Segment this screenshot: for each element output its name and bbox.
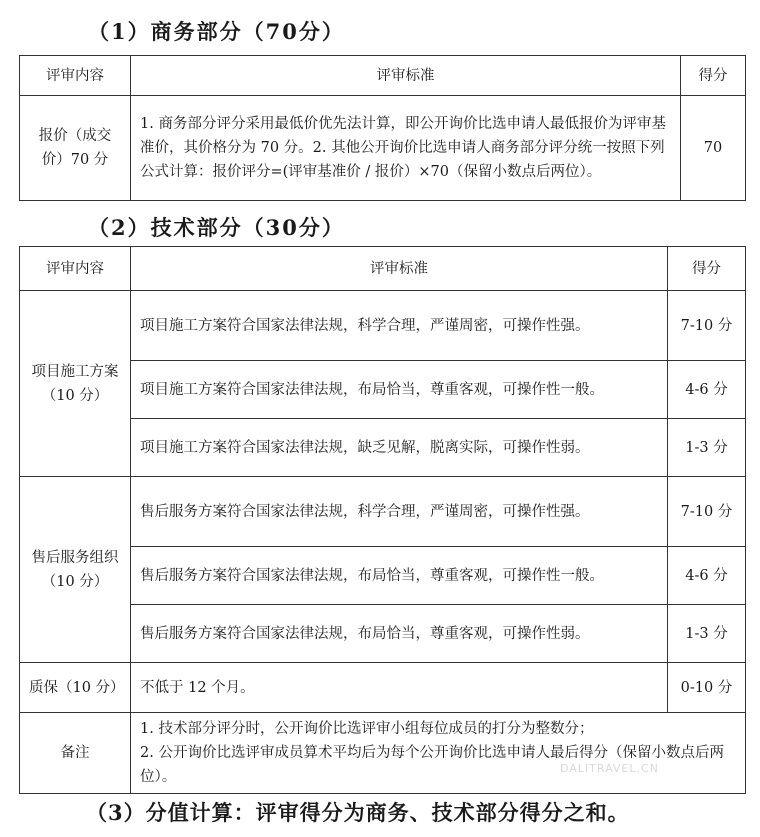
- score-price: 70: [681, 96, 746, 201]
- notes-content: [131, 713, 746, 794]
- header-score: 得分: [681, 56, 746, 96]
- score-construction-1: 7-10 分: [668, 291, 746, 361]
- section3-title: （3）分值计算：评审得分为商务、技术部分得分之和。: [86, 800, 630, 825]
- criteria-after-sales-1: 售后服务方案符合国家法律法规，科学合理，严谨周密，可操作性强。: [131, 477, 668, 547]
- score-warranty: 0-10 分: [668, 663, 746, 713]
- business-table: [19, 55, 746, 201]
- score-construction-3: 1-3 分: [668, 419, 746, 477]
- header-item: 评审内容: [20, 247, 131, 291]
- item-notes: 备注: [20, 713, 131, 794]
- criteria-construction-1: 项目施工方案符合国家法律法规，科学合理，严谨周密，可操作性强。: [131, 291, 668, 361]
- section2-title: （2）技术部分（30分）: [88, 215, 345, 240]
- criteria-after-sales-2: 售后服务方案符合国家法律法规，布局恰当，尊重客观，可操作性一般。: [131, 547, 668, 605]
- criteria-construction-3: 项目施工方案符合国家法律法规，缺乏见解，脱离实际，可操作性弱。: [131, 419, 668, 477]
- notes-line-1: 1. 技术部分评分时，公开询价比选评审小组每位成员的打分为整数分；: [140, 721, 594, 737]
- criteria-after-sales-3: 售后服务方案符合国家法律法规，布局恰当，尊重客观，可操作性弱。: [131, 605, 668, 663]
- technical-table: [19, 246, 746, 794]
- score-after-sales-1: 7-10 分: [668, 477, 746, 547]
- item-after-sales: 售后服务组织（10 分）: [20, 477, 131, 663]
- score-construction-2: 4-6 分: [668, 361, 746, 419]
- notes-line-2: 2. 公开询价比选评审成员算术平均后为每个公开询价比选申请人最后得分（保留小数点后两位）。: [140, 745, 724, 785]
- header-item: 评审内容: [20, 56, 131, 96]
- criteria-construction-2: 项目施工方案符合国家法律法规，布局恰当，尊重客观，可操作性一般。: [131, 361, 668, 419]
- watermark: DALITRAVEL.CN: [560, 762, 659, 775]
- item-price: 报价（成交价）70 分: [20, 96, 131, 201]
- item-warranty: 质保（10 分）: [20, 663, 131, 713]
- section1-title: （1）商务部分（70分）: [88, 19, 345, 44]
- score-after-sales-3: 1-3 分: [668, 605, 746, 663]
- criteria-price: 1. 商务部分评分采用最低价优先法计算，即公开询价比选申请人最低报价为评审基准价，其价格分为 70 分。2. 其他公开询价比选申请人商务部分评分统一按照下列公式计算：报价评分=(评审基准价 / 报价）×70（保留小数点后两位）。: [131, 96, 681, 201]
- criteria-warranty: 不低于 12 个月。: [131, 663, 668, 713]
- header-criteria: 评审标准: [131, 56, 681, 96]
- item-construction-plan: 项目施工方案（10 分）: [20, 291, 131, 477]
- header-criteria: 评审标准: [131, 247, 668, 291]
- score-after-sales-2: 4-6 分: [668, 547, 746, 605]
- header-score: 得分: [668, 247, 746, 291]
